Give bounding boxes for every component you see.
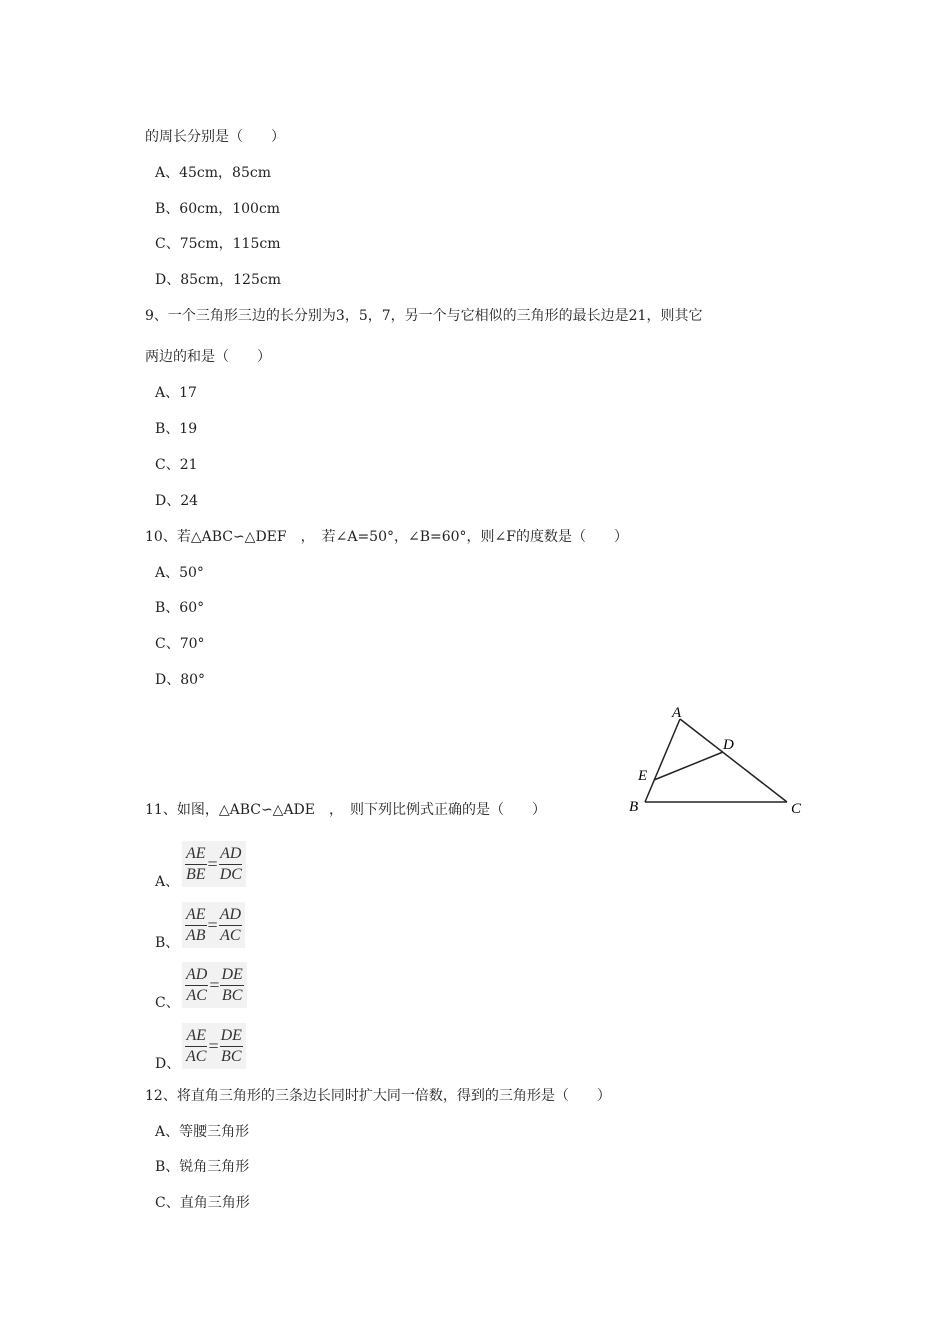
q8-option-a: A、45cm，85cm bbox=[155, 165, 271, 181]
q9-option-b: B、19 bbox=[155, 421, 198, 437]
q8-option-c: C、75cm，115cm bbox=[155, 236, 281, 252]
label-a: A bbox=[672, 705, 682, 721]
q8-option-b: B、60cm，100cm bbox=[155, 201, 281, 217]
label-d: D bbox=[723, 737, 734, 753]
equals-sign: = bbox=[207, 853, 218, 874]
q9-stem-line1: 9、一个三角形三边的长分别为3，5，7，另一个与它相似的三角形的最长边是21，则其它 bbox=[145, 308, 703, 324]
fraction: $\frac{AE}{BE}$ bbox=[186, 844, 206, 883]
q10-option-a: A、50° bbox=[155, 565, 204, 581]
q11-option-d-label: D、 bbox=[155, 1056, 181, 1072]
label-b: B bbox=[629, 799, 639, 815]
q12-option-a: A、等腰三角形 bbox=[155, 1124, 250, 1140]
q9-option-d: D、24 bbox=[155, 493, 199, 509]
q10-option-d: D、80° bbox=[155, 672, 206, 688]
q12-option-c: C、直角三角形 bbox=[155, 1195, 250, 1211]
fraction: $\frac{DE}{BC}$ bbox=[221, 965, 243, 1004]
label-c: C bbox=[791, 801, 802, 817]
q9-option-a: A、17 bbox=[155, 385, 197, 401]
fraction: $\frac{AE}{AC}$ bbox=[186, 1026, 207, 1065]
q11-option-b-label: B、 bbox=[155, 935, 180, 951]
q10-stem: 10、若△ABC∽△DEF ， 若∠A=50°，∠B=60°，则∠F的度数是（ ） bbox=[145, 529, 628, 545]
equals-sign: = bbox=[209, 974, 220, 995]
q11-option-d-formula bbox=[182, 1023, 246, 1069]
q11-option-c-label: C、 bbox=[155, 995, 180, 1011]
q9-option-c: C、21 bbox=[155, 457, 198, 473]
q8-stem: 的周长分别是（ ） bbox=[145, 129, 285, 145]
label-e: E bbox=[638, 768, 648, 784]
q11-stem: 11、如图，△ABC∽△ADE ， 则下列比例式正确的是（ ） bbox=[145, 802, 547, 818]
q9-stem-line2: 两边的和是（ ） bbox=[145, 349, 271, 365]
q11-option-a-formula bbox=[182, 841, 246, 887]
equals-sign: = bbox=[208, 1035, 219, 1056]
q11-option-b-formula bbox=[182, 902, 245, 948]
segment-ac bbox=[680, 719, 787, 802]
q10-option-c: C、70° bbox=[155, 636, 205, 652]
q11-option-a-label: A、 bbox=[155, 874, 180, 890]
q12-stem: 12、将直角三角形的三条边长同时扩大同一倍数，得到的三角形是（ ） bbox=[145, 1088, 611, 1104]
fraction: $\frac{AD}{AC}$ bbox=[186, 965, 208, 1004]
fraction: $\frac{AD}{DC}$ bbox=[219, 844, 242, 883]
q12-option-b: B、锐角三角形 bbox=[155, 1159, 250, 1175]
segment-ab bbox=[645, 719, 680, 802]
triangle-figure bbox=[620, 700, 820, 825]
q11-option-c-formula bbox=[182, 962, 247, 1008]
equals-sign: = bbox=[207, 914, 218, 935]
q10-option-b: B、60° bbox=[155, 600, 205, 616]
fraction: $\frac{AD}{AC}$ bbox=[219, 905, 242, 944]
fraction: $\frac{DE}{BC}$ bbox=[220, 1026, 242, 1065]
q8-option-d: D、85cm，125cm bbox=[155, 272, 281, 288]
fraction: $\frac{AE}{AB}$ bbox=[186, 905, 206, 944]
